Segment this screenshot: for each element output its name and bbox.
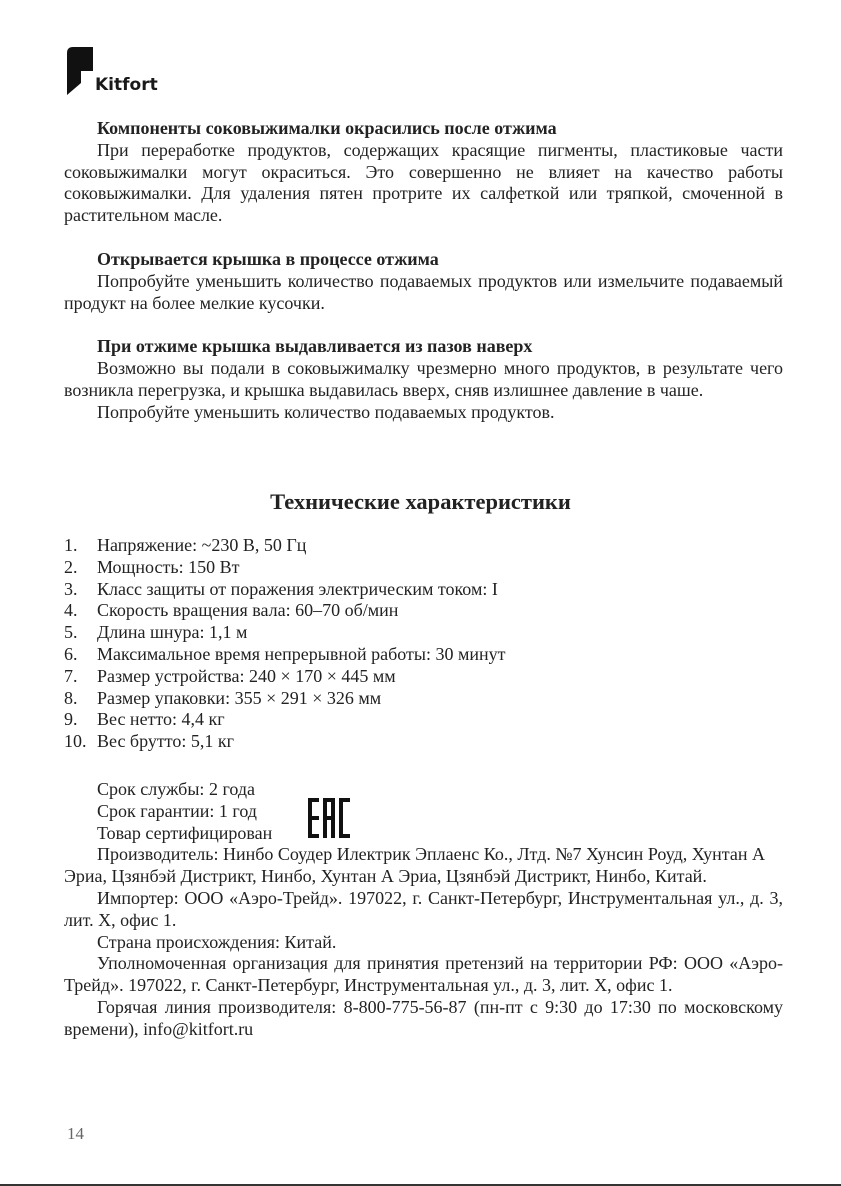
- page-number: 14: [67, 1124, 84, 1143]
- spec-number: 7.: [64, 665, 78, 686]
- spec-item: [64, 666, 783, 688]
- section-paragraph: Попробуйте уменьшить количество подаваемых продуктов.: [97, 401, 555, 422]
- spec-number: 5.: [64, 622, 78, 643]
- spec-item: [64, 731, 783, 753]
- spec-item: [64, 644, 783, 666]
- spec-number: 3.: [64, 578, 78, 599]
- service-life: Срок службы: 2 года: [97, 779, 256, 799]
- section-heading: Компоненты соковыжималки окрасились после отжима: [97, 118, 557, 138]
- certification-row: [64, 823, 783, 845]
- spec-number: 1.: [64, 535, 78, 555]
- hotline-info: Горячая линия производителя: 8-800-775-56-87 (пн-пт с 9:30 до 17:30 по московскому времени), info@kitfort.ru: [64, 996, 783, 1039]
- spec-item: [64, 709, 783, 731]
- spec-item: [64, 557, 783, 579]
- spec-text: Размер упаковки: 355 × 291 × 326 мм: [97, 687, 382, 708]
- spec-text: Длина шнура: 1,1 м: [97, 622, 248, 643]
- origin-info: Страна происхождения: Китай.: [97, 931, 337, 952]
- spec-item: [64, 600, 783, 622]
- warranty-period: Срок гарантии: 1 год: [97, 800, 257, 821]
- spec-text: Максимальное время непрерывной работы: 30 минут: [97, 643, 506, 664]
- brand-logo: [67, 47, 187, 97]
- importer-info: Импортер: ООО «Аэро-Трейд». 197022, г. Санкт-Петербург, Инструментальная ул., д. 3, лит. Х, офис 1.: [64, 887, 783, 930]
- tech-specs-list: [64, 535, 783, 753]
- kitfort-logo-mark-icon: [67, 47, 93, 95]
- spec-text: Вес брутто: 5,1 кг: [97, 731, 234, 752]
- section-heading: Открывается крышка в процессе отжима: [97, 248, 439, 269]
- spec-number: 10.: [64, 731, 87, 752]
- troubleshooting-content: [64, 118, 783, 424]
- tech-specs-title: Технические характеристики: [270, 489, 571, 514]
- spec-text: Мощность: 150 Вт: [97, 556, 240, 577]
- section-paragraph: Попробуйте уменьшить количество подаваемых продуктов или измельчите подаваемый продукт на более мелкие кусочки.: [64, 270, 783, 313]
- spec-item: [64, 579, 783, 601]
- product-info: [64, 779, 783, 1041]
- spec-text: Вес нетто: 4,4 кг: [97, 709, 225, 730]
- spec-text: Размер устройства: 240 × 170 × 445 мм: [97, 665, 396, 686]
- section-heading: При отжиме крышка выдавливается из пазов наверх: [97, 336, 533, 357]
- spec-text: Скорость вращения вала: 60–70 об/мин: [97, 600, 399, 621]
- eac-mark-icon: [308, 798, 350, 838]
- spec-text: Класс защиты от поражения электрическим током: I: [97, 578, 498, 599]
- spec-item: [64, 622, 783, 644]
- spec-item: [64, 535, 783, 557]
- spec-number: 2.: [64, 556, 78, 577]
- spec-number: 6.: [64, 643, 78, 664]
- authorized-org-info: Уполномоченная организация для принятия претензий на территории РФ: ООО «Аэро-Трейд». 197022, г. Санкт-Петербург, Инструментальная ул., д. 3, лит. Х, офис 1.: [64, 953, 783, 996]
- spec-number: 9.: [64, 709, 78, 730]
- brand-name: Kitfort: [95, 75, 158, 95]
- section-paragraph: При переработке продуктов, содержащих красящие пигменты, пластиковые части соковыжималки могут окраситься. Это совершенно не влияет на качество работы соковыжималки. Для удаления пятен протрите их салфеткой или тряпкой, смоченной в растительном масле.: [64, 139, 783, 226]
- section-paragraph: Возможно вы подали в соковыжималку чрезмерно много продуктов, в результате чего возникла перегрузка, и крышка выдавилась вверх, сняв излишнее давление в чаше.: [64, 358, 783, 400]
- certified-text: Товар сертифицирован: [97, 822, 273, 843]
- manufacturer-info: Производитель: Нинбо Соудер Илектрик Эплаенс Ко., Лтд. №7 Хунсин Роуд, Хунтан А Эриа, Цзянбэй Дистрикт, Нинбо, Хунтан А Эриа, Цзянбэй Дистрикт, Нинбо, Китай.: [64, 844, 765, 887]
- spec-number: 4.: [64, 600, 78, 621]
- spec-item: [64, 688, 783, 710]
- spec-text: Напряжение: ~230 В, 50 Гц: [97, 535, 307, 555]
- spec-number: 8.: [64, 687, 78, 708]
